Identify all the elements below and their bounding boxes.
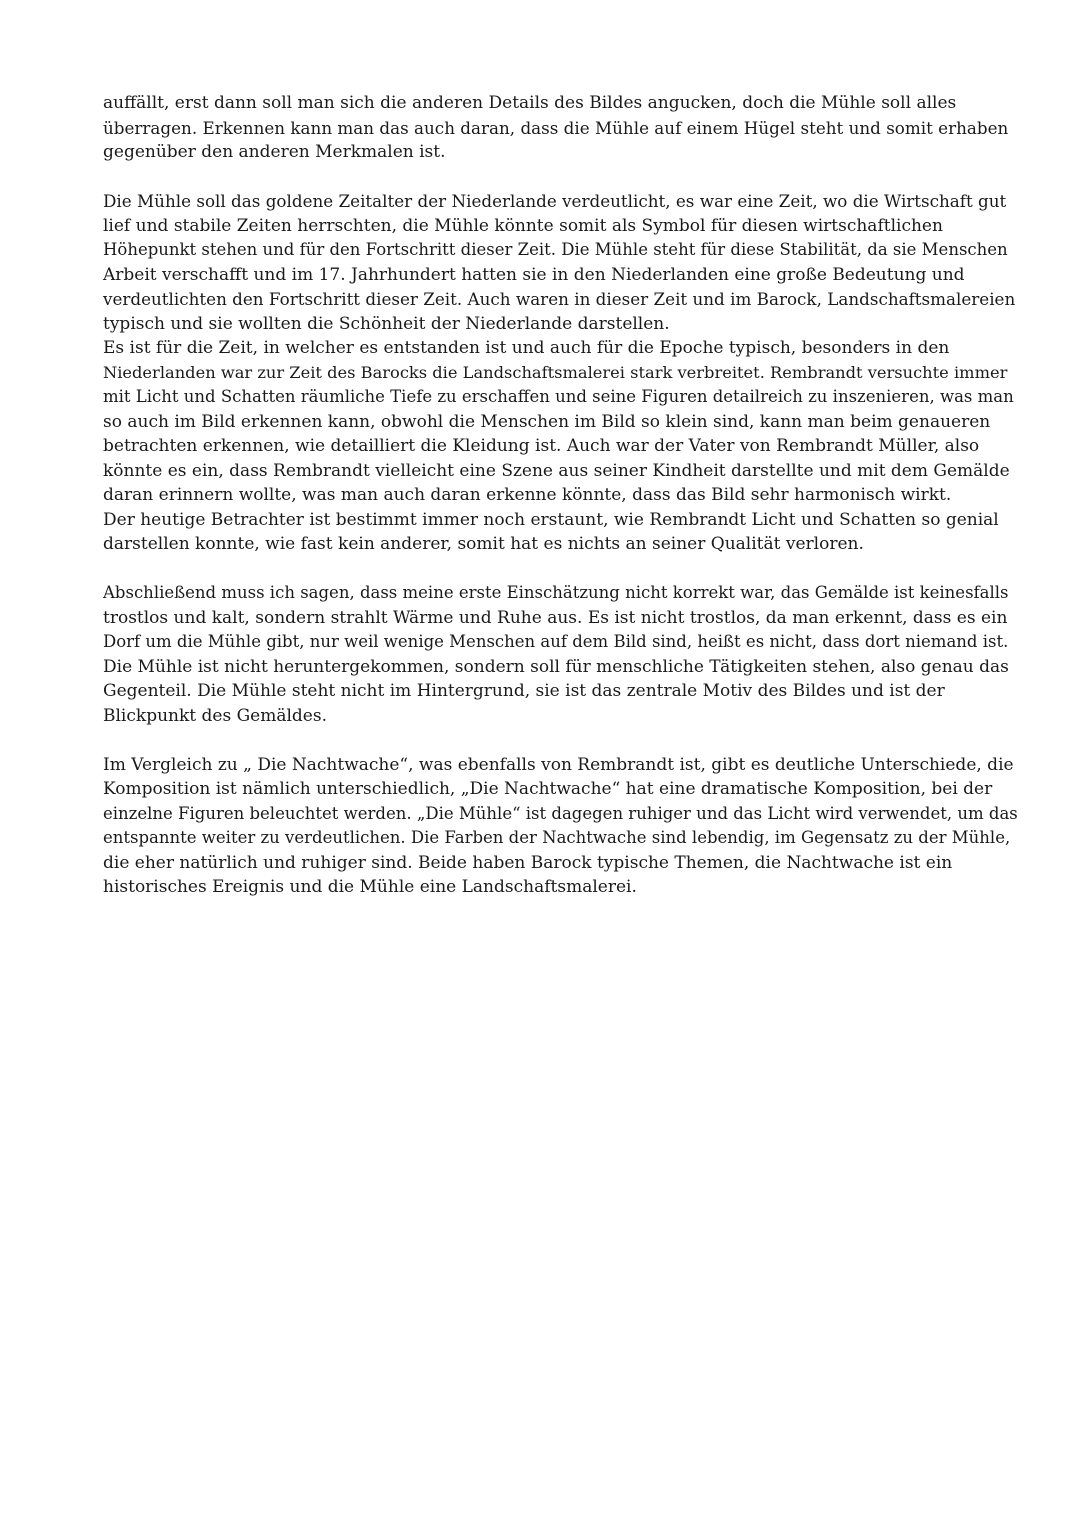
text-line: Es ist für die Zeit, in welcher es entstanden ist und auch für die Epoche typisch, besonders in den — [103, 338, 950, 358]
text-line: Komposition ist nämlich unterschiedlich, „Die Nachtwache“ hat eine dramatische Komposition, bei der — [103, 779, 993, 799]
text-line: trostlos und kalt, sondern strahlt Wärme und Ruhe aus. Es ist nicht trostlos, da man erkennt, dass es ein — [103, 607, 1008, 628]
text-line: Im Vergleich zu „ Die Nachtwache“, was ebenfalls von Rembrandt ist, gibt es deutliche Unterschiede, die — [103, 754, 1014, 775]
paragraph — [103, 91, 1019, 165]
paragraph-spacer — [103, 728, 1019, 753]
document-body — [103, 91, 1019, 900]
text-line: Niederlanden war zur Zeit des Barocks die Landschaftsmalerei stark verbreitet. Rembrandt versuchte immer — [103, 362, 1008, 382]
text-line: Höhepunkt stehen und für den Fortschritt dieser Zeit. Die Mühle steht für diese Stabilität, da sie Menschen — [103, 240, 1008, 259]
paragraph-spacer — [103, 557, 1019, 582]
text-line: Die Mühle soll das goldene Zeitalter der Niederlande verdeutlicht, es war eine Zeit, wo die Wirtschaft gut — [103, 191, 1007, 211]
paragraph — [103, 189, 1019, 336]
text-line: darstellen konnte, wie fast kein anderer, somit hat es nichts an seiner Qualität verloren. — [103, 534, 864, 554]
text-line: Blickpunkt des Gemäldes. — [103, 705, 327, 726]
text-line: einzelne Figuren beleuchtet werden. „Die Mühle“ ist dagegen ruhiger und das Licht wird verwendet, um das — [103, 803, 1018, 823]
text-line: betrachten erkennen, wie detailliert die Kleidung ist. Auch war der Vater von Rembrandt Müller, also — [103, 436, 980, 456]
text-line: überragen. Erkennen kann man das auch daran, dass die Mühle auf einem Hügel steht und somit erhaben — [103, 117, 1009, 138]
text-line: verdeutlichten den Fortschritt dieser Zeit. Auch waren in dieser Zeit und im Barock, Landschaftsmalereien — [103, 289, 1016, 309]
text-line: typisch und sie wollten die Schönheit der Niederlande darstellen. — [103, 313, 670, 334]
text-line: Arbeit verschafft und im 17. Jahrhundert hatten sie in den Niederlanden eine große Bedeutung und — [103, 264, 965, 285]
text-line: Dorf um die Mühle gibt, nur weil wenige Menschen auf dem Bild sind, heißt es nicht, dass dort niemand ist. — [103, 632, 1009, 651]
text-line: lief und stabile Zeiten herrschten, die Mühle könnte somit als Symbol für diesen wirtschaftlichen — [103, 215, 943, 236]
text-line: historisches Ereignis und die Mühle eine Landschaftsmalerei. — [103, 877, 637, 897]
text-line: entspannte weiter zu verdeutlichen. Die Farben der Nachtwache sind lebendig, im Gegensatz zu der Mühle, — [103, 828, 1011, 847]
text-line: Die Mühle ist nicht heruntergekommen, sondern soll für menschliche Tätigkeiten stehen, also genau das — [103, 656, 1009, 677]
paragraph — [103, 336, 1019, 508]
text-line: Gegenteil. Die Mühle steht nicht im Hintergrund, sie ist das zentrale Motiv des Bildes und ist der — [103, 681, 945, 701]
paragraph — [103, 753, 1019, 900]
text-line: auffällt, erst dann soll man sich die anderen Details des Bildes angucken, doch die Mühle soll alles — [103, 93, 957, 113]
text-line: mit Licht und Schatten räumliche Tiefe zu erschaffen und seine Figuren detailreich zu inszenieren, was man — [103, 387, 1014, 406]
paragraph-spacer — [103, 165, 1019, 190]
text-line: könnte es ein, dass Rembrandt vielleicht eine Szene aus seiner Kindheit darstellte und mit dem Gemälde — [103, 460, 1010, 481]
text-line: die eher natürlich und ruhiger sind. Beide haben Barock typische Themen, die Nachtwache ist ein — [103, 852, 953, 873]
text-line: gegenüber den anderen Merkmalen ist. — [103, 142, 446, 162]
paragraph — [103, 581, 1019, 728]
text-line: Der heutige Betrachter ist bestimmt immer noch erstaunt, wie Rembrandt Licht und Schatten so genial — [103, 509, 999, 530]
text-line: so auch im Bild erkennen kann, obwohl die Menschen im Bild so klein sind, kann man beim genaueren — [103, 411, 991, 432]
text-line: daran erinnern wollte, was man auch daran erkenne könnte, dass das Bild sehr harmonisch wirkt. — [103, 485, 952, 505]
text-line: Abschließend muss ich sagen, dass meine erste Einschätzung nicht korrekt war, das Gemälde ist keinesfalls — [103, 583, 1009, 602]
paragraph — [103, 508, 1019, 557]
